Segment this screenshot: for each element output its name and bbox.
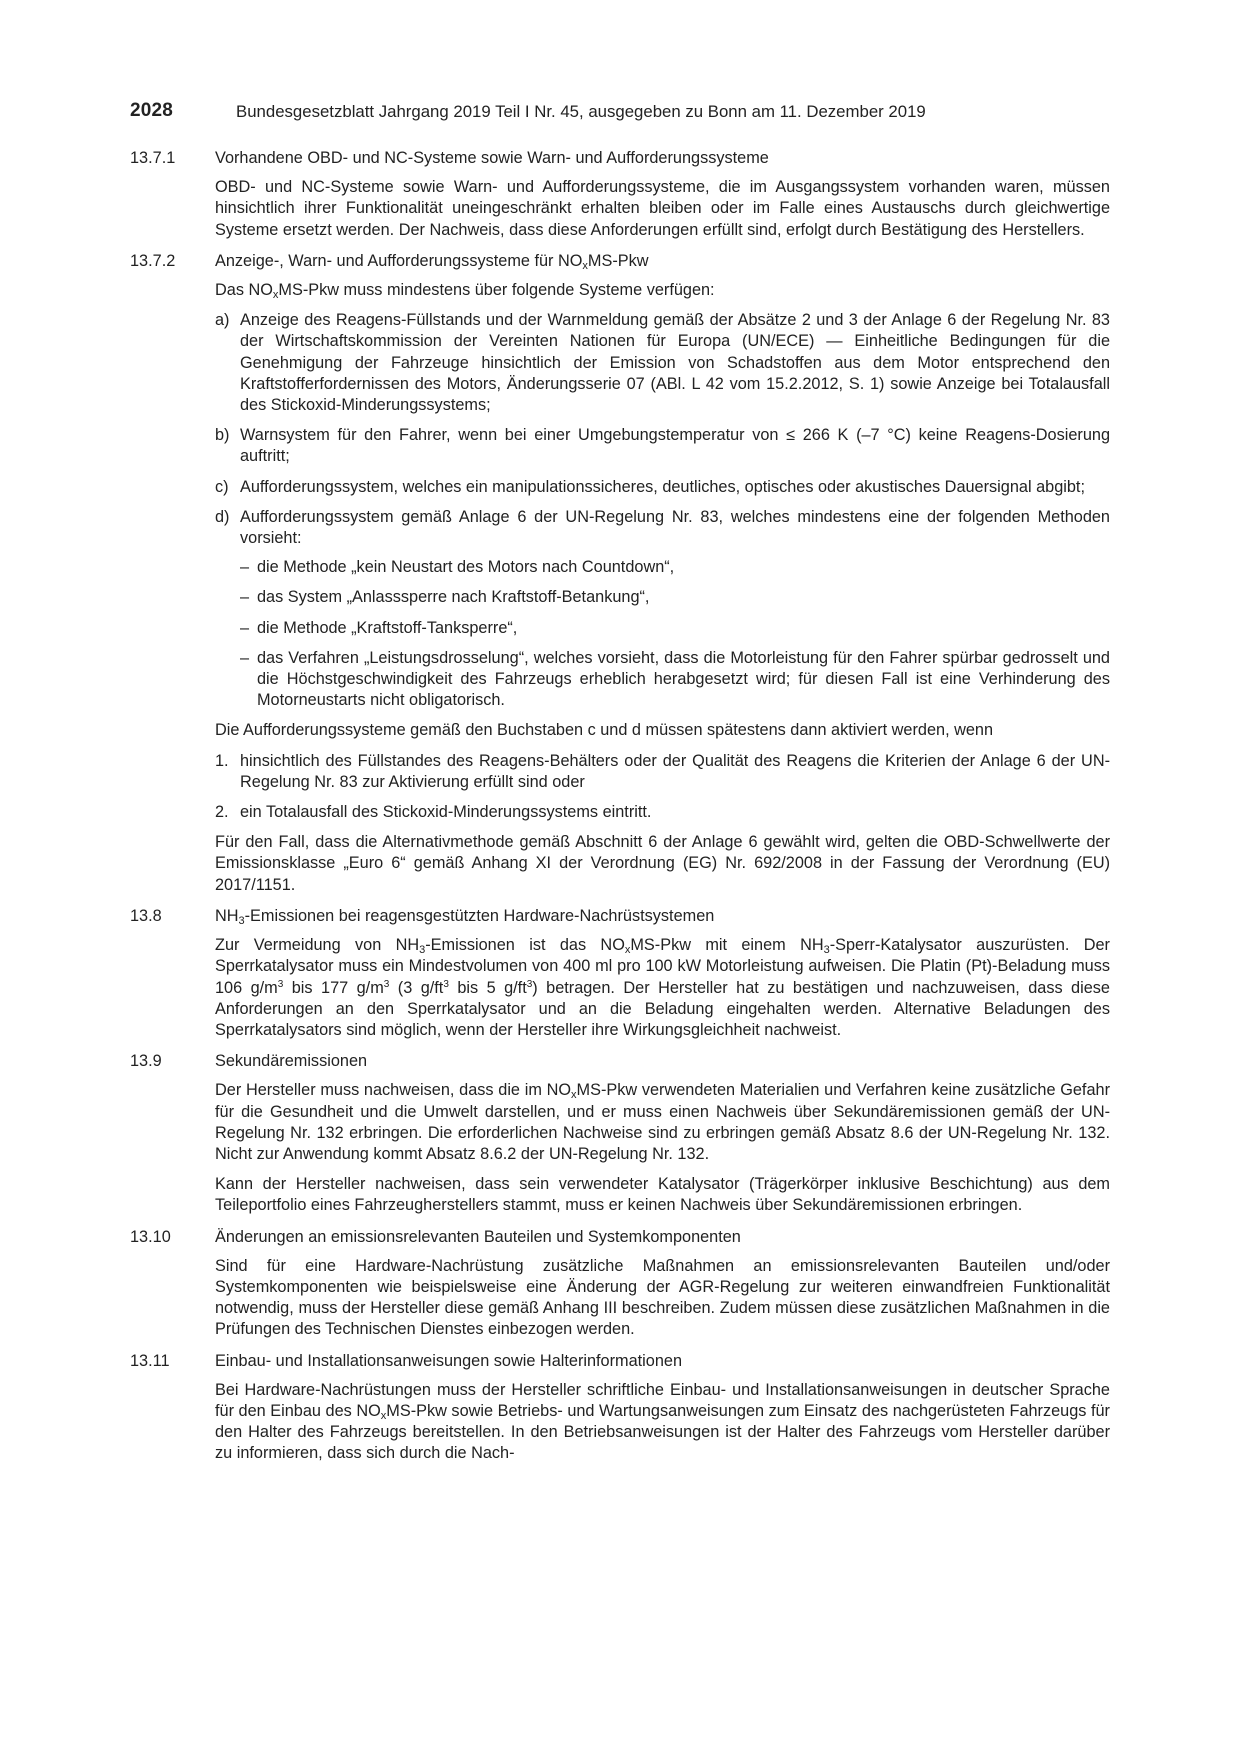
list-marker: b) xyxy=(215,426,230,445)
section-heading xyxy=(130,906,1110,927)
section-heading xyxy=(130,1051,1110,1072)
list-item: 2. ein Totalausfall des Stickoxid-Minderungssystems eintritt. xyxy=(215,802,1110,823)
paragraph: Zur Vermeidung von $NH_3$-Emissionen ist das $NO_xMS$-Pkw mit einem $NH_3-Sperr$-Katalysator auszurüsten. Der Sperrkatalysator muss ein Mindestvolumen von 400 ml pro 100 kW Motorleistung aufweisen. Die Platin (Pt)-Beladung muss 106 $g/m^3$ bis 177 $g/m^3$ (3 $g/ft^3$ bis 5 $g/ft^3$) betragen. Der Hersteller hat zu bestätigen und nachzuweisen, dass diese Anforderungen an den Sperrkatalysator und an die Beladung eingehalten werden. Alternative Beladungen des Sperrkatalysators sind möglich, wenn der Hersteller ihre Wirkungsgleichheit nachweist. xyxy=(215,936,1110,1039)
section-number: 13.10 xyxy=(130,1227,171,1246)
numbered-list xyxy=(215,751,1110,824)
section-13-11 xyxy=(130,1351,1110,1465)
paragraph: Der Hersteller muss nachweisen, dass die im $NO_xMS$-Pkw verwendeten Materialien und Verfahren keine zusätzliche Gefahr für die Gesundheit und die Umwelt darstellen, und er muss einen Nachweis über Sekundäremissionen gemäß der UN-Regelung Nr. 132 erbringen. Die erforderlichen Nachweise sind zu erbringen gemäß Absatz 8.6 der UN-Regelung Nr. 132. Nicht zur Anwendung kommt Absatz 8.6.2 der UN-Regelung Nr. 132. xyxy=(215,1081,1110,1163)
list-item: b) Warnsystem für den Fahrer, wenn bei einer Umgebungstemperatur von ≤ 266 K (–7 °C) keine Reagens-Dosierung auftritt; xyxy=(215,426,1110,466)
list-item: a) Anzeige des Reagens-Füllstands und der Warnmeldung gemäß der Absätze 2 und 3 der Anlage 6 der Regelung Nr. 83 der Wirtschaftskommission der Vereinten Nationen für Europa (UN/ECE) — Einheitliche Bedingungen für die Genehmigung der Fahrzeuge hinsichtlich der Emission von Schadstoffen aus dem Motor entsprechend den Kraftstofferfordernissen des Motors, Änderungsserie 07 (ABl. L 42 vom 15.2.2012, S. 1) sowie Anzeige bei Totalausfall des Stickoxid-Minderungssystems; xyxy=(215,311,1110,415)
section-title: $NH_3$-Emissionen bei reagensgestützten Hardware-Nachrüstsystemen xyxy=(215,906,715,927)
section-title: Einbau- und Installationsanweisungen sowie Halterinformationen xyxy=(215,1351,683,1370)
list-item: c) Aufforderungssystem, welches ein manipulationssicheres, deutliches, optisches oder akustisches Dauersignal abgibt; xyxy=(215,477,1110,498)
paragraph: Sind für eine Hardware-Nachrüstung zusätzliche Maßnahmen an emissionsrelevanten Bauteilen und/oder Systemkomponenten wie beispielsweise eine Änderung der AGR-Regelung zur weiteren einwandfreien Funktionalität notwendig, muss der Hersteller diese gemäß Anhang III beschreiben. Zudem müssen diese zusätzlichen Maßnahmen in die Prüfungen des Technischen Dienstes einbezogen werden. xyxy=(215,1256,1110,1339)
page-number: 2028 xyxy=(130,100,174,121)
dash-list xyxy=(240,557,1110,711)
dash-item: – die Methode „kein Neustart des Motors nach Countdown“, xyxy=(240,558,675,577)
section-heading xyxy=(130,148,1110,169)
list-marker: a) xyxy=(215,311,230,330)
paragraph-closing: Für den Fall, dass die Alternativmethode gemäß Abschnitt 6 der Anlage 6 gewählt wird, gelten die OBD-Schwellwerte der Emissionsklasse „Euro 6“ gemäß Anhang XI der Verordnung (EG) Nr. 692/2008 in der Fassung der Verordnung (EU) 2017/1151. xyxy=(215,833,1110,894)
section-number: 13.9 xyxy=(130,1052,162,1071)
list-item: d) Aufforderungssystem gemäß Anlage 6 der UN-Regelung Nr. 83, welches mindestens eine der folgenden Methoden vorsieht: – die Methode „kein Neustart des Motors nach Countdown“, – das System „Anlasssperre nach Kraftstoff-Betankung“, – die Methode „Kraftstoff-Tanksperre“, – das Verfahren „Leistungsdrosselung“, welches vorsieht, dass die Motorleistung für den Fahrer spürbar gedrosselt und die Höchstgeschwindigkeit des Fahrzeugs erheblich herabgesetzt wird; für diesen Fall ist eine Verhinderung des Motorneustarts nicht obligatorisch. xyxy=(215,507,1110,712)
section-heading xyxy=(130,1227,1110,1248)
paragraph-intro: Das $NO_xMS$-Pkw muss mindestens über folgende Systeme verfügen: xyxy=(215,281,715,302)
section-number: 13.7.2 xyxy=(130,251,176,270)
dash-item: – das System „Anlasssperre nach Kraftstoff-Betankung“, xyxy=(240,588,650,607)
section-number: 13.11 xyxy=(130,1351,170,1370)
section-13-8 xyxy=(130,906,1110,1041)
section-heading xyxy=(130,251,1110,272)
list-marker: 2. xyxy=(215,803,229,822)
paragraph: Bei Hardware-Nachrüstungen muss der Hersteller schriftliche Einbau- und Installationsanweisungen in deutscher Sprache für den Einbau des $NO_xMS$-Pkw sowie Betriebs- und Wartungsanweisungen zum Einsatz des nachgerüsteten Fahrzeugs für den Halter des Fahrzeugs bereitstellen. In den Betriebsanweisungen ist der Halter des Fahrzeugs vom Hersteller darüber zu informieren, dass sich durch die Nach- xyxy=(215,1380,1110,1463)
lettered-list xyxy=(215,310,1110,711)
list-item: 1. hinsichtlich des Füllstandes des Reagens-Behälters oder der Qualität des Reagens die Kriterien der Anlage 6 der UN-Regelung Nr. 83 zur Aktivierung erfüllt sind oder xyxy=(215,751,1110,791)
dash-item: – die Methode „Kraftstoff-Tanksperre“, xyxy=(240,618,518,637)
page-header xyxy=(130,98,1110,128)
section-13-9 xyxy=(130,1051,1110,1216)
section-13-7-2 xyxy=(130,251,1110,896)
section-title: Sekundäremissionen xyxy=(215,1052,368,1071)
section-number: 13.7.1 xyxy=(130,149,176,167)
section-13-7-1 xyxy=(130,148,1110,241)
list-marker: c) xyxy=(215,477,229,496)
section-title: Anzeige-, Warn- und Aufforderungssysteme für $NO_xMS$-Pkw xyxy=(215,251,649,272)
section-13-10 xyxy=(130,1227,1110,1341)
section-title: Vorhandene OBD- und NC-Systeme sowie Warn- und Aufforderungssysteme xyxy=(215,149,769,167)
paragraph: Kann der Hersteller nachweisen, dass sein verwendeter Katalysator (Trägerkörper inklusive Beschichtung) aus dem Teileportfolio eines Fahrzeugherstellers stammt, muss er keinen Nachweis über Sekundäremissionen erbringen. xyxy=(215,1175,1110,1215)
gazette-title: Bundesgesetzblatt Jahrgang 2019 Teil I Nr. 45, ausgegeben zu Bonn am 11. Dezember 2019 xyxy=(236,102,926,121)
paragraph: OBD- und NC-Systeme sowie Warn- und Aufforderungssysteme, die im Ausgangssystem vorhanden waren, müssen hinsichtlich ihrer Funktionalität uneingeschränkt erhalten bleiben oder im Falle eines Austauschs durch gleichwertige Systeme ersetzt werden. Der Nachweis, dass diese Anforderungen erfüllt sind, erfolgt durch Bestätigung des Herstellers. xyxy=(215,178,1110,239)
section-title: Änderungen an emissionsrelevanten Bauteilen und Systemkomponenten xyxy=(215,1227,741,1246)
paragraph-activation: Die Aufforderungssysteme gemäß den Buchstaben c und d müssen spätestens dann aktiviert werden, wenn xyxy=(215,721,994,740)
dash-item: – das Verfahren „Leistungsdrosselung“, welches vorsieht, dass die Motorleistung für den Fahrer spürbar gedrosselt und die Höchstgeschwindigkeit des Fahrzeugs erheblich herabgesetzt wird; für diesen Fall ist eine Verhinderung des Motorneustarts nicht obligatorisch. xyxy=(240,648,1110,710)
section-heading xyxy=(130,1351,1110,1372)
document-body xyxy=(130,148,1110,1475)
section-number: 13.8 xyxy=(130,906,162,925)
list-marker: 1. xyxy=(215,751,229,770)
list-marker: d) xyxy=(215,507,230,526)
